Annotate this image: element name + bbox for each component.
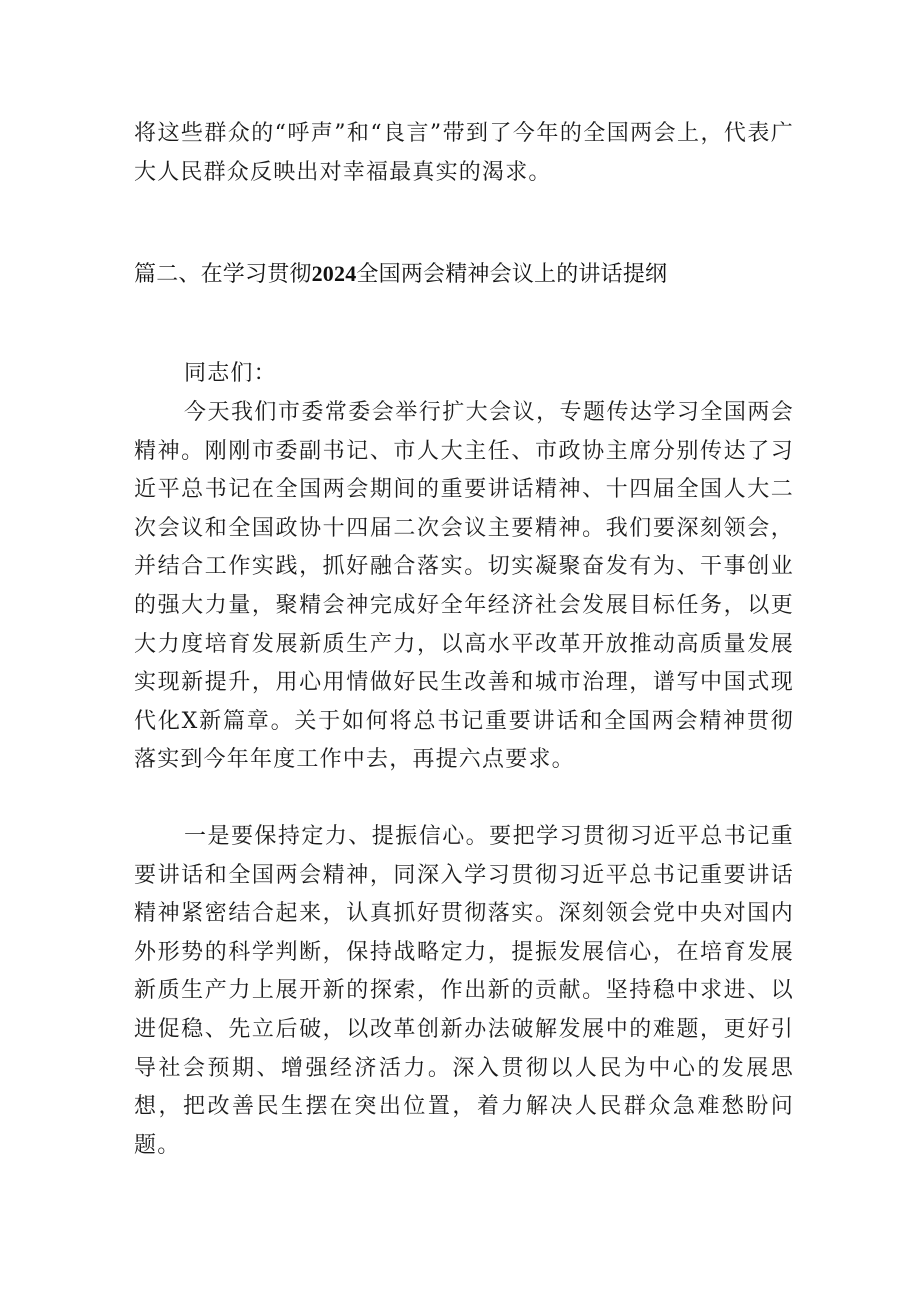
section-heading-suffix: 全国两会精神会议上的讲话提纲	[356, 262, 668, 287]
intro-paragraph: 将这些群众的“呼声”和“良言”带到了今年的全国两会上，代表广大人民群众反映出对幸福最真实的渴求。	[134, 121, 794, 185]
body-paragraph-2: 一是要保持定力、提振信心。要把学习贯彻习近平总书记重要讲话和全国两会精神，同深入学习贯彻习近平总书记重要讲话精神紧密结合起来，认真抓好贯彻落实。深刻领会党中央对国内外形势的科学判断，保持战略定力，提振发展信心，在培育发展新质生产力上展开新的探索，作出新的贡献。坚持稳中求进、以进促稳、先立后破，以改革创新办法破解发展中的难题，更好引导社会预期、增强经济活力。深入贯彻以人民为中心的发展思想，把改善民生摆在突出位置，着力解决人民群众急难愁盼问题。	[134, 824, 794, 1158]
section-heading-year: 2024	[311, 261, 357, 286]
section-heading-prefix: 篇二、在学习贯彻	[134, 262, 312, 287]
section-heading	[134, 258, 794, 291]
greeting: 同志们：	[184, 361, 277, 386]
body-paragraph-1: 今天我们市委常委会举行扩大会议，专题传达学习全国两会精神。刚刚市委副书记、市人大主任、市政协主席分别传达了习近平总书记在全国两会期间的重要讲话精神、十四届全国人大二次会议和全国政协十四届二次会议主要精神。我们要深刻领会，并结合工作实践，抓好融合落实。切实凝聚奋发有为、干事创业的强大力量，聚精会神完成好全年经济社会发展目标任务，以更大力度培育发展新质生产力，以高水平改革开放推动高质量发展实现新提升，用心用情做好民生改善和城市治理，谱写中国式现代化X新篇章。关于如何将总书记重要讲话和全国两会精神贯彻落实到今年年度工作中去，再提六点要求。	[134, 400, 794, 773]
